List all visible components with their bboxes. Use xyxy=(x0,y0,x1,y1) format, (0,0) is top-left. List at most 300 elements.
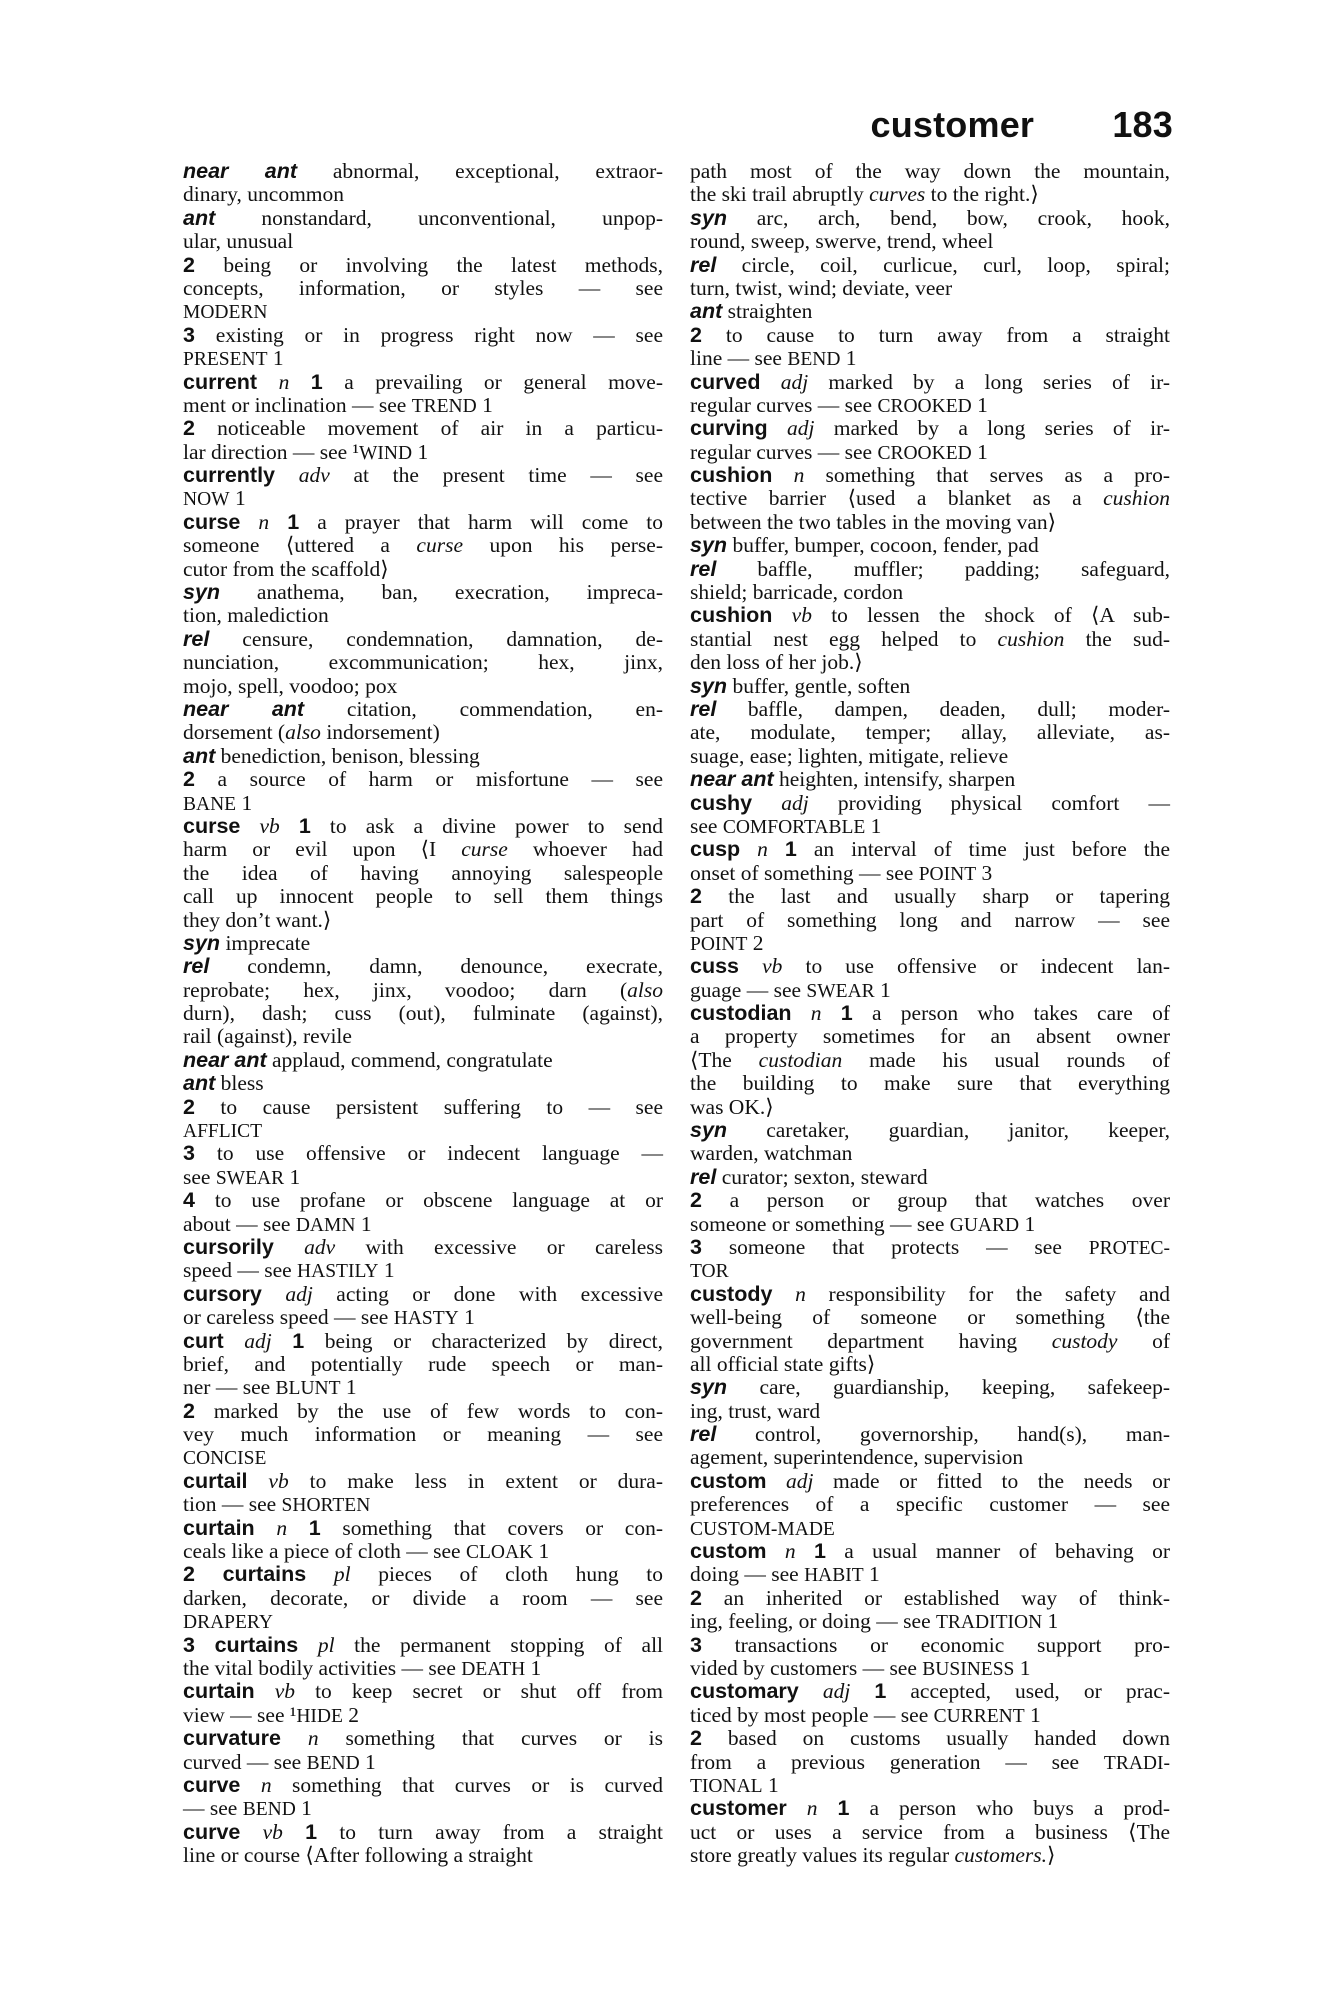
text: circle, coil, curlicue, curl, loop, spiral; xyxy=(716,252,1170,277)
text-line xyxy=(183,347,663,370)
text: condemn, damn, denounce, execrate, xyxy=(209,954,663,979)
text: something that serves as a pro- xyxy=(804,463,1171,488)
text-line xyxy=(183,1119,663,1142)
text: 2 xyxy=(747,930,764,955)
text-line xyxy=(183,1096,663,1119)
text-line xyxy=(690,1493,1170,1516)
page-header xyxy=(870,104,1173,146)
text: care, guardianship, keeping, safekeep- xyxy=(727,1375,1170,1400)
text xyxy=(275,463,299,487)
text-line xyxy=(690,534,1170,557)
text xyxy=(240,510,258,534)
text xyxy=(796,1539,814,1563)
text: cutor from the scaffold⟩ xyxy=(183,556,389,581)
headword: cursory xyxy=(183,1281,262,1306)
text: guage — see xyxy=(690,977,807,1002)
usage-label: syn xyxy=(690,1118,728,1143)
usage-label: near ant xyxy=(690,767,774,792)
text-line xyxy=(690,628,1170,651)
text-line xyxy=(690,932,1170,955)
italic-text: vb xyxy=(259,813,280,838)
text: lar direction — see ¹ xyxy=(183,439,359,464)
text xyxy=(768,837,785,861)
text xyxy=(274,1235,304,1259)
text-line xyxy=(690,394,1170,417)
text-line xyxy=(690,862,1170,885)
text xyxy=(306,1562,334,1586)
text-line xyxy=(690,464,1170,487)
text: ate, modulate, temper; allay, alleviate, as- xyxy=(690,720,1170,745)
text: baffle, dampen, deaden, dull; moder- xyxy=(716,696,1170,721)
text: 1 xyxy=(476,392,493,417)
text-line xyxy=(183,862,663,885)
text: mojo, spell, voodoo; pox xyxy=(183,673,398,698)
text: line — see xyxy=(690,346,788,371)
usage-label: syn xyxy=(690,533,728,558)
sense-number: 2 xyxy=(183,767,195,792)
usage-label: syn xyxy=(183,580,221,605)
text xyxy=(255,1516,277,1540)
text-line xyxy=(690,324,1170,347)
text: caretaker, guardian, janitor, keeper, xyxy=(727,1118,1170,1143)
text: 1 xyxy=(971,392,988,417)
text: reprobate; hex, jinx, voodoo; darn ( xyxy=(183,977,628,1002)
italic-text: adj xyxy=(781,790,809,815)
text-line xyxy=(690,1540,1170,1563)
text-line xyxy=(183,628,663,651)
text: the building to make sure that everything xyxy=(690,1071,1170,1096)
headword: curtain xyxy=(183,1515,255,1540)
text-line xyxy=(690,1002,1170,1025)
cross-reference: TOR xyxy=(690,1261,729,1283)
text-line xyxy=(183,300,663,323)
text: 1 xyxy=(340,1375,357,1400)
text: transactions or economic support pro- xyxy=(701,1632,1170,1657)
usage-label: rel xyxy=(690,1422,717,1447)
text-line xyxy=(690,183,1170,206)
text-line xyxy=(690,1563,1170,1586)
text: about — see xyxy=(183,1211,296,1236)
text-line xyxy=(690,1283,1170,1306)
text-line xyxy=(690,371,1170,394)
text: of xyxy=(1117,1328,1170,1353)
text: den loss of her job.⟩ xyxy=(690,650,863,675)
text-line xyxy=(690,1306,1170,1329)
text: a prevailing or general move- xyxy=(322,369,663,394)
text: a person who buys a prod- xyxy=(849,1796,1170,1821)
italic-text: adv xyxy=(298,463,330,488)
text: to ask a divine power to send xyxy=(310,813,663,838)
headword: cushy xyxy=(690,790,753,815)
text-line xyxy=(690,885,1170,908)
text: onset of something — see xyxy=(690,860,919,885)
cross-reference: AFFLICT xyxy=(183,1121,263,1143)
text: something that curves or is xyxy=(318,1726,663,1751)
text: uct or uses a service from a business ⟨The xyxy=(690,1819,1170,1844)
usage-label: rel xyxy=(690,696,717,721)
text-line xyxy=(690,1213,1170,1236)
guide-word: customer xyxy=(870,104,1035,145)
text-line xyxy=(183,698,663,721)
cross-reference: POINT xyxy=(918,863,977,885)
text: a property sometimes for an absent owner xyxy=(690,1024,1170,1049)
sense-number: 1 xyxy=(813,1539,826,1564)
text: turn, twist, wind; deviate, veer xyxy=(690,275,953,300)
text-line xyxy=(690,347,1170,370)
italic-text: customers. xyxy=(954,1843,1048,1868)
text: citation, commendation, en- xyxy=(304,696,664,721)
usage-label: ant xyxy=(183,1071,216,1096)
sense-number: 1 xyxy=(874,1679,887,1704)
text-line xyxy=(183,1423,663,1446)
cross-reference: TRADI- xyxy=(1103,1752,1170,1774)
text: to use profane or obscene language at or xyxy=(194,1188,663,1213)
text-line xyxy=(690,160,1170,183)
text-line xyxy=(690,838,1170,861)
text xyxy=(772,603,791,627)
text: to keep secret or shut off from xyxy=(295,1679,663,1704)
text-line xyxy=(183,581,663,604)
text xyxy=(740,837,757,861)
text: all official state gifts⟩ xyxy=(690,1351,876,1376)
text: darken, decorate, or divide a room — see xyxy=(183,1585,663,1610)
sense-number: 2 xyxy=(690,1188,702,1213)
text: preferences of a specific customer — see xyxy=(690,1492,1170,1517)
cross-reference: TREND xyxy=(411,395,477,417)
text-line xyxy=(183,979,663,1002)
sense-number: 3 xyxy=(183,322,195,347)
sense-number: 3 xyxy=(690,1632,702,1657)
text: made or fitted to the needs or xyxy=(813,1468,1170,1493)
italic-text: vb xyxy=(791,603,812,628)
headword: customer xyxy=(690,1796,787,1821)
text-line xyxy=(183,1283,663,1306)
text-line xyxy=(690,277,1170,300)
italic-text: n xyxy=(784,1539,796,1564)
text-line xyxy=(183,885,663,908)
cross-reference: HASTILY xyxy=(297,1261,379,1283)
cross-reference: BEND xyxy=(787,349,841,371)
text: ner — see xyxy=(183,1375,276,1400)
text: ⟨The xyxy=(690,1047,759,1072)
text xyxy=(255,1679,275,1703)
text-line xyxy=(690,1634,1170,1657)
text: stantial nest egg helped to xyxy=(690,626,998,651)
text: 1 xyxy=(355,1211,372,1236)
sense-number: 2 xyxy=(690,1585,702,1610)
text: the last and usually sharp or tapering xyxy=(701,884,1170,909)
text: 1 xyxy=(1014,1656,1031,1680)
text-line xyxy=(183,1353,663,1376)
usage-label: near ant xyxy=(183,1047,267,1072)
cross-reference: NOW xyxy=(183,489,230,511)
text: 1 xyxy=(762,1772,779,1797)
text: pieces of cloth hung to xyxy=(350,1562,664,1587)
text-line xyxy=(183,1610,663,1633)
text: path most of the way down the mountain, xyxy=(690,159,1170,183)
headword: curtain xyxy=(183,1679,255,1704)
text-line xyxy=(183,1259,663,1282)
text-line xyxy=(690,1423,1170,1446)
text: 1 xyxy=(295,1796,312,1821)
text-line xyxy=(183,1213,663,1236)
text-line xyxy=(183,651,663,674)
italic-text: adv xyxy=(304,1234,336,1259)
text: marked by a long series of ir- xyxy=(808,369,1171,394)
text-line xyxy=(690,1821,1170,1844)
sense-number: 2 xyxy=(690,1726,702,1751)
text: being or characterized by direct, xyxy=(304,1328,664,1353)
text: the ski trail abruptly xyxy=(690,182,870,207)
italic-text: pl xyxy=(317,1632,335,1657)
italic-text: also xyxy=(627,977,663,1002)
cross-reference: PROTEC- xyxy=(1088,1237,1170,1259)
text-line xyxy=(183,1563,663,1586)
text-line xyxy=(183,792,663,815)
text-line xyxy=(183,1376,663,1399)
text: benediction, benison, blessing xyxy=(215,743,480,768)
text xyxy=(766,1539,784,1563)
text: curved — see xyxy=(183,1749,307,1774)
italic-text: curse xyxy=(416,533,463,558)
text-line xyxy=(690,1657,1170,1680)
headword: custom xyxy=(690,1539,767,1564)
left-column xyxy=(183,160,663,1868)
text xyxy=(269,510,287,534)
text: warden, watchman xyxy=(690,1141,853,1166)
text-line xyxy=(690,1189,1170,1212)
sense-number: 2 xyxy=(183,1398,195,1423)
italic-text: pl xyxy=(333,1562,351,1587)
text: 1 xyxy=(533,1539,550,1564)
text: someone or something — see xyxy=(690,1211,950,1236)
text-line xyxy=(183,441,663,464)
text-line xyxy=(183,675,663,698)
text: brief, and potentially rude speech or man- xyxy=(183,1351,663,1376)
text-line xyxy=(183,417,663,440)
cross-reference: SWEAR xyxy=(215,1167,285,1189)
text-line xyxy=(183,1002,663,1025)
text-line xyxy=(690,955,1170,978)
text: doing — see xyxy=(690,1562,805,1587)
text-line xyxy=(690,1166,1170,1189)
text-line xyxy=(690,207,1170,230)
usage-label: syn xyxy=(690,205,728,230)
usage-label: rel xyxy=(690,1164,717,1189)
cross-reference: POINT xyxy=(690,933,748,955)
headword: curse xyxy=(183,509,241,534)
text-line xyxy=(183,604,663,627)
text: responsibility for the safety and xyxy=(805,1281,1170,1306)
text-line xyxy=(183,1540,663,1563)
sense-number: 2 xyxy=(183,252,195,277)
text-line xyxy=(183,932,663,955)
text-line xyxy=(690,1376,1170,1399)
text: made his usual rounds of xyxy=(842,1047,1170,1072)
text: buffer, gentle, soften xyxy=(727,673,911,698)
text: curator; sexton, steward xyxy=(716,1164,928,1189)
text xyxy=(298,1633,318,1657)
headword: currently xyxy=(183,463,276,488)
text xyxy=(240,1773,260,1797)
text-line xyxy=(183,1704,663,1727)
sense-number: 2 xyxy=(690,884,702,909)
headword: customary xyxy=(690,1679,799,1704)
text xyxy=(822,1001,841,1025)
text-line xyxy=(690,1727,1170,1750)
headword: curve xyxy=(183,1819,241,1844)
text-line xyxy=(690,1142,1170,1165)
text: speed — see xyxy=(183,1258,298,1283)
text: nunciation, excommunication; hex, jinx, xyxy=(183,650,663,675)
text: 1 xyxy=(359,1749,376,1774)
sense-number: 3 xyxy=(183,1632,195,1657)
italic-text: n xyxy=(806,1796,818,1821)
text-line xyxy=(183,1821,663,1844)
cross-reference: BLUNT xyxy=(275,1378,341,1400)
text-line xyxy=(690,1236,1170,1259)
text: 1 xyxy=(525,1656,542,1680)
text-line xyxy=(690,1587,1170,1610)
italic-text: adj xyxy=(285,1281,313,1306)
cross-reference: DAMN xyxy=(295,1214,356,1236)
italic-text: curves xyxy=(869,182,926,207)
text-line xyxy=(690,745,1170,768)
italic-text: vb xyxy=(262,1819,283,1844)
cross-reference: CUSTOM-MADE xyxy=(690,1518,835,1540)
text-line xyxy=(183,1189,663,1212)
text: government department having xyxy=(690,1328,1052,1353)
cross-reference: CROOKED xyxy=(877,442,972,464)
text: noticeable movement of air in a particu- xyxy=(194,416,663,441)
italic-text: n xyxy=(307,1726,319,1751)
text xyxy=(262,1282,285,1306)
text: regular curves — see xyxy=(690,439,878,464)
text-line xyxy=(690,1049,1170,1072)
text xyxy=(281,1726,308,1750)
text xyxy=(818,1796,838,1820)
usage-label: rel xyxy=(183,954,210,979)
text-line xyxy=(690,1072,1170,1095)
text: the idea of having annoying salespeople xyxy=(183,860,663,885)
text xyxy=(799,1679,823,1703)
text: agement, superintendence, supervision xyxy=(690,1445,1024,1470)
text: 2 xyxy=(342,1702,360,1727)
sense-number: 3 xyxy=(690,1234,702,1259)
text: 1 xyxy=(874,977,891,1002)
sense-number: 1 xyxy=(305,1819,318,1844)
cross-reference: COMFORTABLE xyxy=(722,816,866,838)
sense-number: 1 xyxy=(292,1328,305,1353)
cross-reference: CLOAK xyxy=(465,1542,534,1564)
text-line xyxy=(183,324,663,347)
text: or careless speed — see xyxy=(183,1305,394,1330)
text-line xyxy=(690,1704,1170,1727)
text-line xyxy=(183,511,663,534)
text-line xyxy=(183,183,663,206)
text-line xyxy=(690,675,1170,698)
text: 1 xyxy=(865,813,882,838)
text: tion — see xyxy=(183,1492,282,1517)
usage-label: rel xyxy=(690,556,717,581)
text-line xyxy=(690,651,1170,674)
text-line xyxy=(690,511,1170,534)
usage-label: syn xyxy=(183,930,221,955)
text-line xyxy=(690,1096,1170,1119)
sense-number: 2 xyxy=(183,1562,195,1587)
text: existing or in progress right now — see xyxy=(194,322,663,347)
usage-label: ant xyxy=(183,743,216,768)
text xyxy=(752,791,781,815)
text: tion, malediction xyxy=(183,603,329,628)
text-line xyxy=(183,721,663,744)
text-line xyxy=(690,1119,1170,1142)
text-line xyxy=(183,1446,663,1469)
text: from a previous generation — see xyxy=(690,1749,1104,1774)
text: see xyxy=(183,1164,216,1189)
text-line xyxy=(690,1751,1170,1774)
text: store greatly values its regular xyxy=(690,1843,955,1868)
text: — see xyxy=(183,1796,243,1821)
usage-label: rel xyxy=(690,252,717,277)
text: 1 xyxy=(863,1562,880,1587)
text: well-being of someone or something ⟨the xyxy=(690,1305,1170,1330)
text-line xyxy=(690,1844,1170,1867)
italic-text: adj xyxy=(786,1468,814,1493)
text: 1 xyxy=(378,1258,395,1283)
text: someone that protects — see xyxy=(701,1234,1089,1259)
usage-label: syn xyxy=(690,673,728,698)
text: 1 xyxy=(1042,1609,1059,1634)
cross-reference: HIDE xyxy=(296,1705,343,1727)
text-line xyxy=(183,1657,663,1680)
headword: cushion xyxy=(690,463,773,488)
text xyxy=(792,1001,811,1025)
cross-reference: GUARD xyxy=(949,1214,1020,1236)
text-line xyxy=(690,1400,1170,1423)
text: the vital bodily activities — see xyxy=(183,1656,462,1680)
italic-text: adj xyxy=(786,416,815,441)
usage-label: near ant xyxy=(183,696,305,721)
text-line xyxy=(183,277,663,300)
text: 1 xyxy=(1019,1211,1036,1236)
text xyxy=(195,1633,215,1657)
text: imprecate xyxy=(220,930,311,955)
text: whoever had xyxy=(507,837,663,862)
text: to make less in extent or dura- xyxy=(288,1468,663,1493)
text: vided by customers — see xyxy=(690,1656,923,1680)
text: rail (against), revile xyxy=(183,1024,352,1049)
text: ment or inclination — see xyxy=(183,392,412,417)
text: concepts, information, or styles — see xyxy=(183,275,663,300)
italic-text: also xyxy=(285,720,321,745)
text xyxy=(195,1562,223,1586)
text-line xyxy=(183,230,663,253)
italic-text: n xyxy=(276,1515,288,1540)
text xyxy=(850,1679,874,1703)
text-line xyxy=(183,1751,663,1774)
headword: cuss xyxy=(690,954,740,979)
usage-label: near ant xyxy=(183,159,298,183)
italic-text: n xyxy=(793,463,805,488)
text: acting or done with excessive xyxy=(312,1281,663,1306)
text-line xyxy=(183,1049,663,1072)
text: was OK.⟩ xyxy=(690,1094,774,1119)
text-line xyxy=(690,979,1170,1002)
italic-text: custody xyxy=(1051,1328,1118,1353)
cross-reference: TIONAL xyxy=(690,1775,763,1797)
text: buffer, bumper, cocoon, fender, pad xyxy=(727,533,1039,558)
